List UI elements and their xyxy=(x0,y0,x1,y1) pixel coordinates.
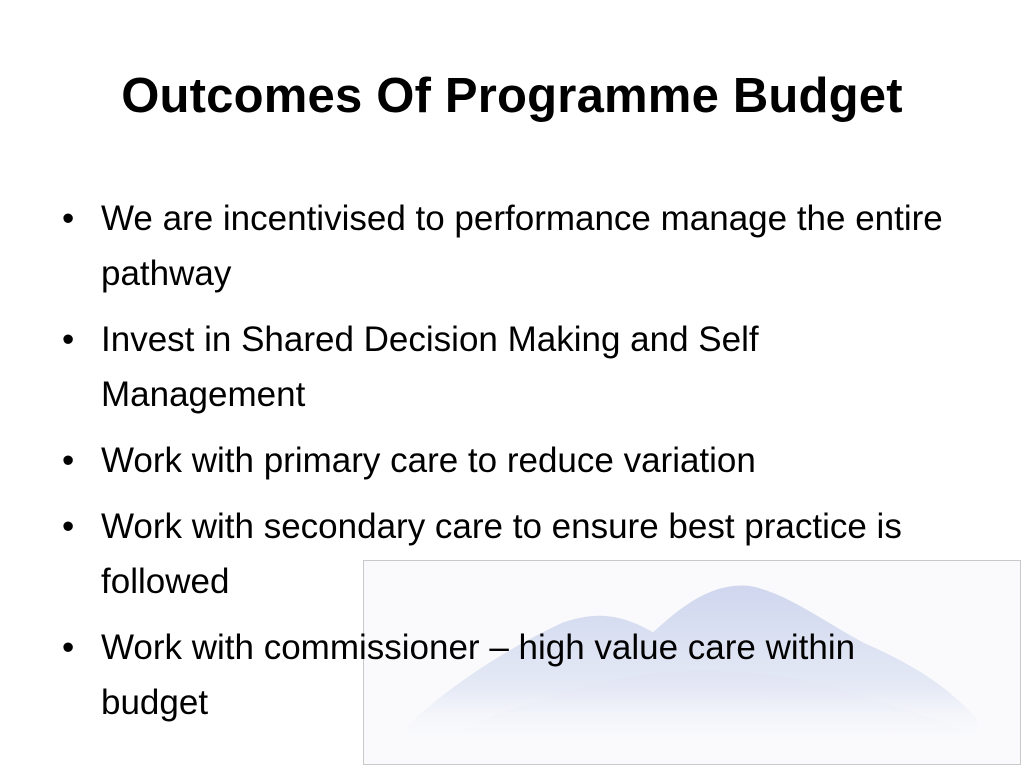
bullet-icon: • xyxy=(62,441,75,480)
bullet-text: We are incentivised to performance manage the entire pathway xyxy=(101,199,943,293)
bullet-icon: • xyxy=(62,199,75,238)
bullet-icon: • xyxy=(62,320,75,359)
bullet-item xyxy=(62,499,962,609)
bullet-item xyxy=(62,312,962,422)
bullet-text: Work with primary care to reduce variation xyxy=(101,441,756,480)
bullet-item xyxy=(62,620,962,730)
bullet-icon: • xyxy=(62,628,75,667)
bullet-text: Invest in Shared Decision Making and Self Management xyxy=(101,320,759,414)
bullet-icon: • xyxy=(62,507,75,546)
bullet-text: Work with commissioner – high value care within budget xyxy=(101,628,856,722)
bullet-list xyxy=(62,191,962,741)
bullet-item xyxy=(62,433,962,488)
slide-title: Outcomes Of Programme Budget xyxy=(121,69,903,123)
bullet-item xyxy=(62,191,962,301)
bullet-text: Work with secondary care to ensure best practice is followed xyxy=(101,507,902,601)
